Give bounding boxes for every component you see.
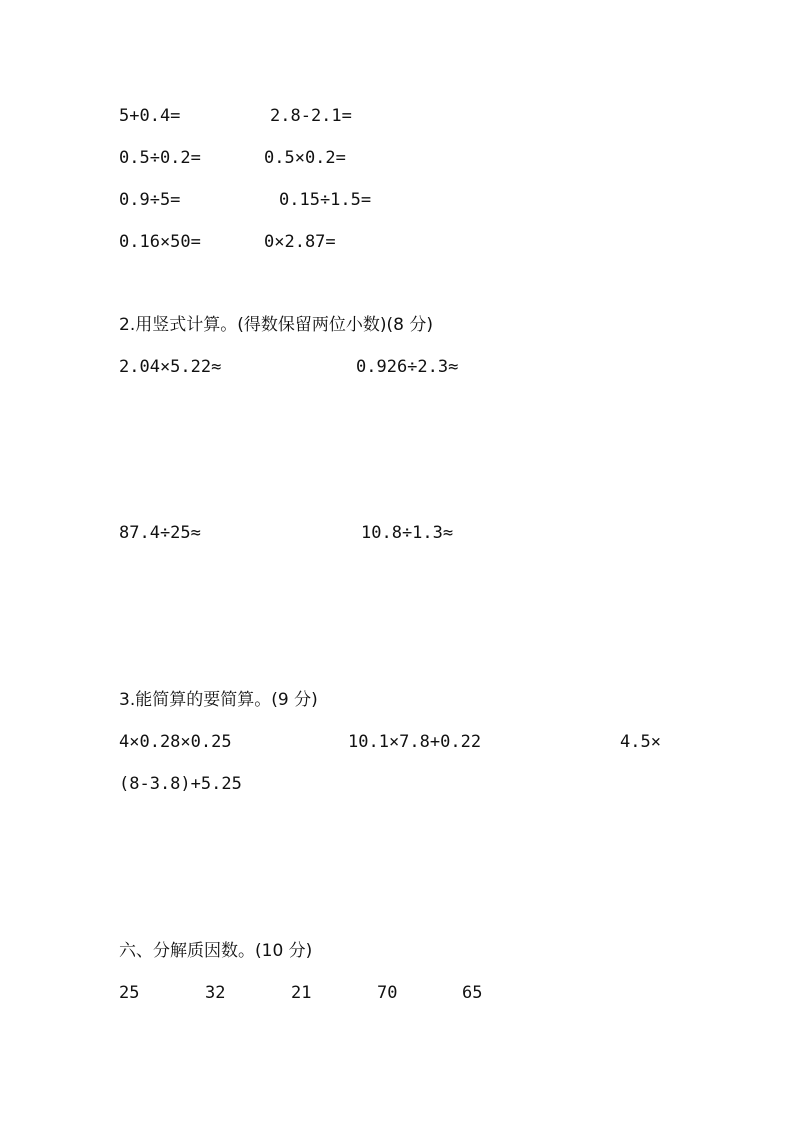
section-heading: 六、分解质因数。(10 分) bbox=[119, 941, 313, 961]
problem: 0.926÷2.3≈ bbox=[356, 357, 459, 377]
problem-continuation: (8-3.8)+5.25 bbox=[119, 774, 242, 794]
problem: 0.16×50= bbox=[119, 232, 201, 252]
problem: 0.5÷0.2= bbox=[119, 148, 201, 168]
problem: 87.4÷25≈ bbox=[119, 523, 201, 543]
problem: 2.8-2.1= bbox=[270, 106, 352, 126]
number-item: 70 bbox=[377, 983, 398, 1003]
number-item: 25 bbox=[119, 983, 140, 1003]
number-item: 65 bbox=[462, 983, 483, 1003]
problem: 5+0.4= bbox=[119, 106, 181, 126]
number-item: 21 bbox=[291, 983, 312, 1003]
problem: 0.9÷5= bbox=[119, 190, 181, 210]
problem: 2.04×5.22≈ bbox=[119, 357, 222, 377]
problem: 0.5×0.2= bbox=[264, 148, 346, 168]
problem: 10.1×7.8+0.22 bbox=[348, 732, 482, 752]
problem: 0×2.87= bbox=[264, 232, 336, 252]
problem: 4.5× bbox=[620, 732, 661, 752]
section-heading: 2.用竖式计算。(得数保留两位小数)(8 分) bbox=[119, 315, 433, 335]
number-item: 32 bbox=[205, 983, 226, 1003]
problem: 4×0.28×0.25 bbox=[119, 732, 232, 752]
section-heading: 3.能简算的要简算。(9 分) bbox=[119, 690, 318, 710]
problem: 10.8÷1.3≈ bbox=[361, 523, 454, 543]
problem: 0.15÷1.5= bbox=[279, 190, 372, 210]
